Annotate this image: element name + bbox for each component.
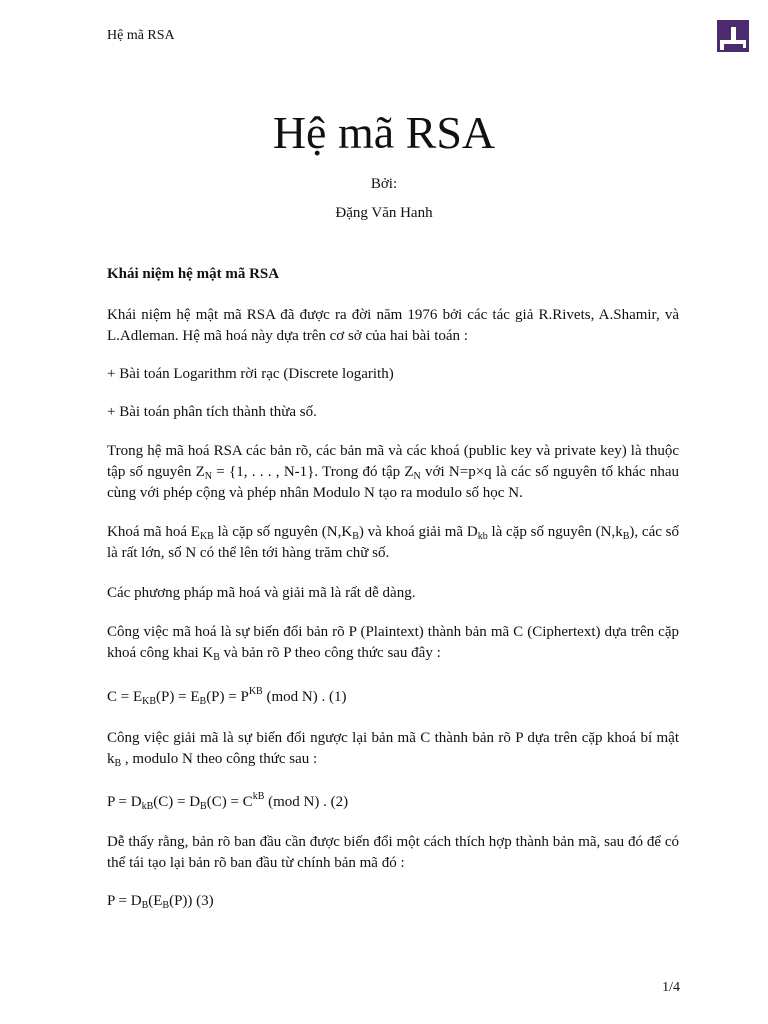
paragraph-integer-set: Trong hệ mã hoá RSA các bản rõ, các bản mã và các khoá (public key và private key) là thuộc tập số nguyên $Z_N = \{1$, . . . , N-1}. Trong đó tập $Z_N$ với N=p×q là các số nguyên tố khác nhau cùng với phép cộng và phép nhân Modulo N tạo ra modulo số học N. [107, 443, 679, 501]
by-label: Bởi: [370, 176, 398, 192]
equation-encryption: $C = E_{KB}(P) = E_B(P) = P^{KB}$ (mod N) . (1) [107, 686, 347, 707]
equation-decryption: $P = D_{kB}(C) = D_B(C) = C^{kB}$ (mod N) . (2) [107, 791, 349, 812]
document-title: Hệ mã RSA [272, 107, 496, 158]
header-title: Hệ mã RSA [107, 28, 175, 43]
paragraph-encryption: Công việc mã hoá là sự biến đổi bản rõ P (Plaintext) thành bản mã C (Ciphertext) dựa trên cặp khoá công khai $K_B$ và bản rõ P theo công thức sau đây : [107, 624, 679, 663]
paragraph-problem-1: + Bài toán Logarithm rời rạc (Discrete logarith) [107, 366, 394, 382]
paragraph-decryption: Công việc giải mã là sự biến đổi ngược lại bản mã C thành bản rõ P dựa trên cặp khoá bí mật $k_B$ , modulo N theo công thức sau : [107, 730, 679, 769]
paragraph-intro: Khái niệm hệ mật mã RSA đã được ra đời năm 1976 bởi các tác giả R.Rivets, A.Shamir, và L.Adleman. Hệ mã hoá này dựa trên cơ sở của hai bài toán : [107, 307, 679, 344]
paragraph-methods: Các phương pháp mã hoá và giải mã là rất dễ dàng. [107, 585, 416, 601]
section-heading: Khái niệm hệ mật mã RSA [107, 266, 280, 282]
book-logo-icon [717, 20, 749, 52]
page-number: 1/4 [662, 980, 680, 995]
equation-recovery: $P = D_B(E_B(P))$ (3) [107, 893, 214, 911]
paragraph-problem-2: + Bài toán phân tích thành thừa số. [107, 404, 317, 420]
paragraph-recovery: Dễ thấy rằng, bản rõ ban đầu cần được biến đổi một cách thích hợp thành bản mã, sau đó để có thể tái tạo lại bản rõ ban đầu từ chính bản mã đó : [107, 834, 679, 871]
paragraph-keys: Khoá mã hoá $E_{KB}$ là cặp số nguyên $(N,K_B)$ và khoá giải mã $D_{kb}$ là cặp số nguyên $(N,k_B)$, các số là rất lớn, số N có thể lên tới hàng trăm chữ số. [107, 524, 679, 561]
author-name: Đặng Văn Hanh [335, 205, 433, 221]
